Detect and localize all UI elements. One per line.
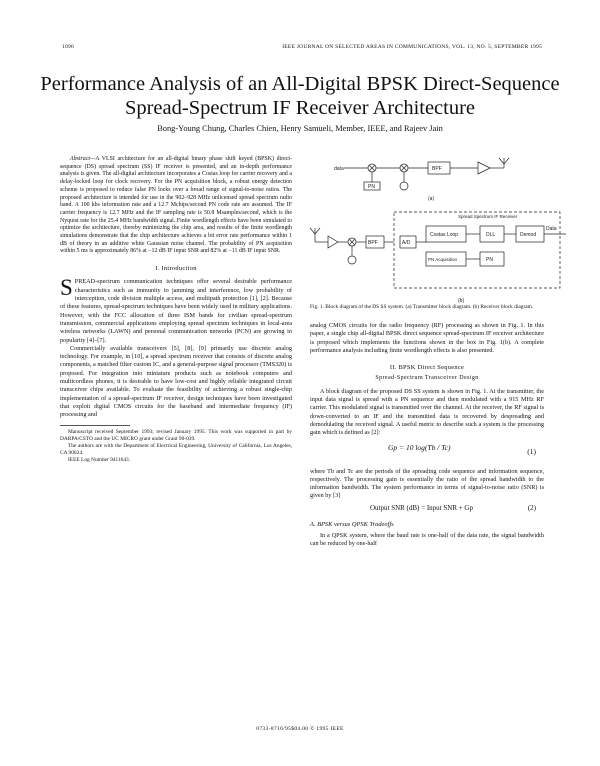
fig-label-data: data	[334, 166, 344, 172]
figure-1-caption: Fig. 1. Block diagram of the DS SS system. (a) Transmitter block diagram. (b) Receiver block diagram.	[310, 304, 534, 310]
drop-cap: S	[60, 275, 73, 301]
equation-2-number: (2)	[527, 503, 536, 512]
equation-1-body: Gp = 10 log(Tb / Tc)	[388, 442, 451, 452]
fig-label-demod: Demod	[520, 232, 537, 238]
abstract	[60, 156, 292, 256]
fig-label-pn-rx: PN	[486, 257, 493, 263]
intro-paragraph-1	[60, 275, 292, 344]
paper-title: Performance Analysis of an All-Digital BPSK Direct-Sequence Spread-Spectrum IF Receiver Architecture	[40, 73, 560, 119]
section-2-paragraph: A block diagram of the proposed DS SS system is shown in Fig. 1. At the transmitter, the input data signal is spread with a PN sequence and then modulated with a 915 MHz RF carrier. This modulated signal is transmitted over the channel. At the receiver, the RF signal is down-converted to an IF and the transmitted data is recovered by despreading and demodulating the received signal. A useful metric to describe such a system is the processing gain which is defined as [2]:	[310, 387, 544, 437]
footnote-ieee-log: IEEE Log Number 9411643.	[68, 456, 131, 463]
figure-1-block-diagram	[308, 156, 566, 306]
fig-label-a: (a)	[428, 196, 435, 202]
fig-if-receiver-box	[394, 212, 560, 288]
fig-amp-rx	[328, 236, 338, 248]
fig-label-b: (b)	[458, 298, 465, 304]
abstract-label: Abstract—	[70, 156, 96, 162]
fig-label-bpf-rx: BPF	[368, 240, 378, 246]
paragraph-after-eq1: where Tb and Tc are the periods of the spreading code sequence and information sequence, respectively. The processing gain is essentially the ratio of the spread bandwidth to the information bandwidth. The system performance in terms of signal-to-noise ratio (SNR) is given by [3]	[310, 467, 544, 500]
fig-label-pn-tx: PN	[368, 184, 375, 190]
equation-1	[310, 442, 544, 464]
page-number: 1096	[62, 44, 74, 50]
footnote-manuscript: Manuscript received September 1993; revised January 1995. This work was supported in part by DARPA/CSTO and the UC MICRO grant under Grant 90-039.	[60, 429, 292, 443]
equation-1-number: (1)	[527, 446, 536, 456]
intro-paragraph-2: Commercially available transceivers [5], [8], [9] primarily use discrete analog technology. For example, in [10], a spread spectrum receiver that consists of discrete analog components, a matched filter custom IC, and a general-purpose signal processor (TMS320) is proposed. For integration into miniature products such as notebook computers and multicordless phones, it is desirable to have low-cost and highly reliable integrated circuit transceiver chips available. To evaluate the feasibility of achieving a robust single-chip implementation of a spread-spectrum IF receiver, design techniques have been investigated that exploit digital CMOS circuits for the baseband and intermediate frequency (IF) processing and	[60, 344, 292, 419]
section-1-heading: I. Introduction	[155, 265, 197, 273]
fig-label-data-out: Data	[546, 226, 557, 232]
equation-2	[310, 503, 544, 515]
fig-label-costas: Costas Loop	[430, 232, 459, 238]
right-column	[310, 322, 544, 722]
abstract-text: A VLSI architecture for an all-digital binary phase shift keyed (BPSK) direct-sequence (DS) spread spectrum (SS) IF receiver is presented, and an in-depth performance analysis is given. The all-digital architecture incorporates a Costas loop for carrier recovery and a delay-locked loop for clock recovery. For the PN acquisition block, a robust energy detection scheme is proposed to reduce false PN locks over a broad range of signal-to-noise ratios. The proposed architecture is intended for use in the 902–928 MHz unlicensed spread spectrum radio band. A 100 kbs information rate and a 12.7 Mchips/second PN code rate are assumed. The IF carrier frequency is 12.7 MHz and the IF sampling rate is 50.8 Msamples/second, which is the Nyquist rate for the 25.4 MHz bandwidth signal. Finite wordlength effects have been simulated to optimize the architecture, thereby minimizing the chip area, and results of the finite wordlength simulations demonstrate that the chip architecture achieves a bit error rate performance within 1 dB of theory in an additive white Gaussian noise channel. The probability of PN acquisition within 5 ms is approximately 86% at −12 dB IF input SNR and 82% at −11 dB IF input SNR.	[60, 156, 292, 255]
equation-2-body: Output SNR (dB) = Input SNR + Gp	[370, 503, 473, 512]
fig-label-adc: A/D	[402, 240, 411, 246]
section-2-subheading: Spread-Spectrum Transceiver Design	[375, 375, 479, 382]
intro-paragraph-1-text: PREAD-spectrum communication techniques offer several desirable performance characteristics such as immunity to jamming and interference, low probability of interception, code division multiple access, and multipath protection [1], [2]. Because of these features, spread-spectrum techniques have been widely used in military applications. However, with the FCC allocation of three ISM bands for civilian spread-spectrum transmission, commercial applications employing spread spectrum techniques in local-area wireless networks (LAWN) and personal communication networks (PCN) are growing in popularity [4]–[7].	[60, 278, 292, 344]
fig-label-dll: DLL	[486, 232, 496, 238]
author-list: Bong-Young Chung, Charles Chien, Henry Samueli, Member, IEEE, and Rajeev Jain	[157, 124, 443, 133]
copyright-line: 0733-8716/95$04.00 © 1995 IEEE	[256, 726, 344, 732]
subsection-a-paragraph: In a QPSK system, where the baud rate is one-half of the data rate, the signal bandwidth can be reduced by one-half	[310, 532, 544, 548]
fig-label-spread-rx: Spread Spectrum IF Receiver	[458, 214, 518, 219]
right-intro-continued: analog CMOS circuits for the radio frequency (RF) processing as shown in Fig. 1. In this paper, a single chip all-digital BPSK direct sequence spread-spectrum IF receiver architecture is proposed which implements the functions shown in the box in Fig. 1(b). A complete performance analysis including finite wordlength effects is also presented.	[310, 322, 544, 354]
left-column	[60, 156, 292, 721]
fig-osc-tx	[400, 182, 408, 190]
fig-label-pn-acq: PN Acquisition	[428, 257, 458, 262]
fig-amp-tx	[478, 162, 490, 174]
fig-label-bpf-tx: BPF	[432, 166, 442, 172]
journal-header: IEEE JOURNAL ON SELECTED AREAS IN COMMUNICATIONS, VOL. 13, NO. 5, SEPTEMBER 1995	[282, 44, 542, 50]
section-2-heading: II. BPSK Direct Sequence	[389, 364, 465, 372]
running-head	[62, 44, 542, 54]
footnote-affiliation: The authors are with the Department of Electrical Engineering, University of California, Los Angeles, CA 90024.	[60, 443, 292, 456]
subsection-a-heading: A. BPSK versus QPSK Tradeoffs	[310, 520, 394, 528]
fig-osc-rx	[348, 256, 356, 264]
